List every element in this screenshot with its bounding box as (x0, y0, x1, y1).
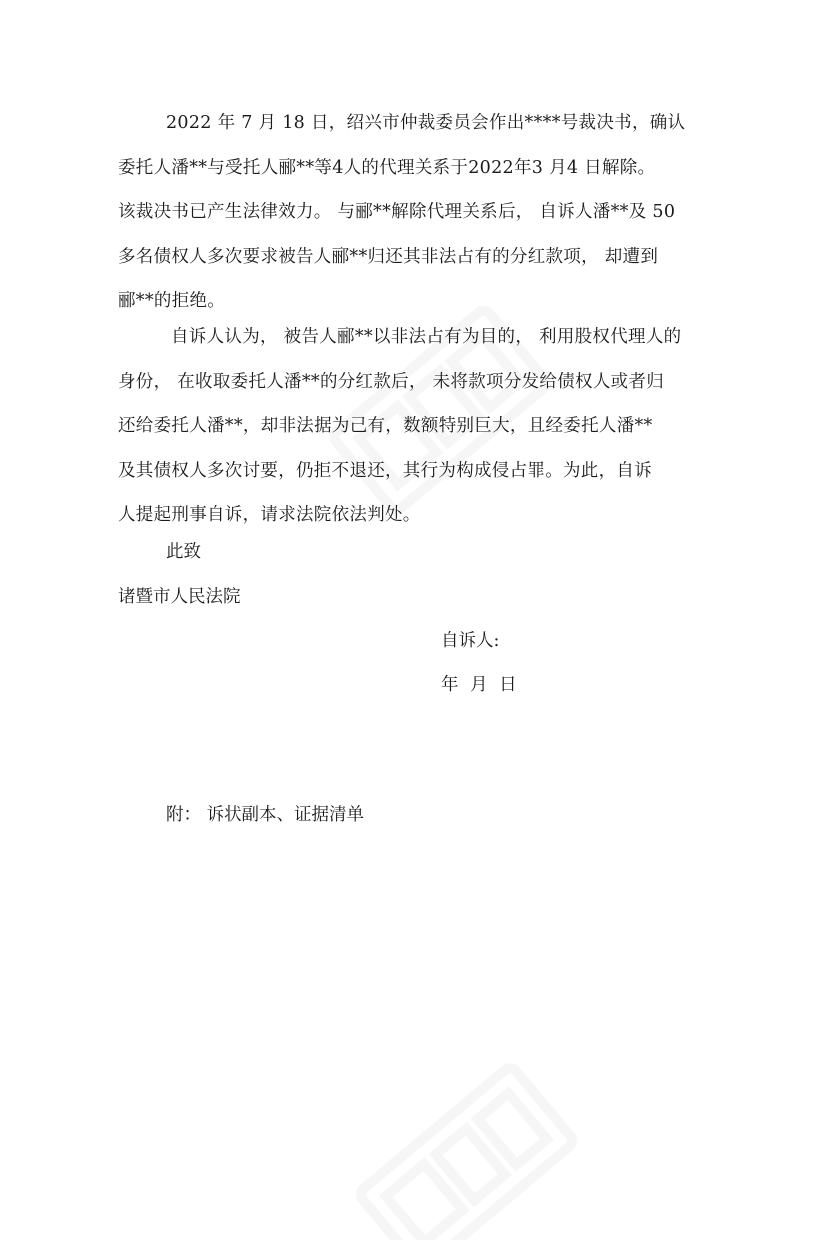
paragraph-arbitration (118, 101, 718, 324)
paragraph-line: 2022 年 7 月 18 日，绍兴市仲裁委员会作出****号裁决书，确认 (166, 113, 686, 133)
paragraph-line: 身份， 在收取委托人潘**的分红款后， 未将款项分发给债权人或者归 (118, 371, 665, 392)
signer-label: 自诉人: (441, 631, 500, 651)
court-name: 诸暨市人民法院 (118, 587, 241, 607)
paragraph-claim (118, 315, 718, 538)
attachment-note: 附： 诉状副本、证据清单 (166, 805, 365, 825)
paragraph-line: 多名债权人多次要求被告人郦**归还其非法占有的分红款项， 却遭到 (118, 246, 659, 267)
paragraph-line: 自诉人认为， 被告人郦**以非法占有为目的， 利用股权代理人的 (171, 327, 682, 347)
paragraph-line: 人提起刑事自诉，请求法院依法判处。 (118, 505, 421, 525)
paragraph-line: 委托人潘**与受托人郦**等4人的代理关系于2022年3 月4 日解除。 (118, 157, 656, 178)
watermark-logo-icon-bottom (330, 1040, 590, 1240)
date-line: 年 月 日 (441, 675, 517, 695)
closing-salutation: 此致 (166, 542, 201, 562)
paragraph-line: 还给委托人潘**，却非法据为己有，数额特别巨大，且经委托人潘** (118, 416, 653, 436)
paragraph-line: 郦**的拒绝。 (118, 291, 226, 311)
paragraph-line: 该裁决书已产生法律效力。 与郦**解除代理关系后， 自诉人潘**及 50 (118, 202, 676, 222)
paragraph-line: 及其债权人多次讨要，仍拒不退还，其行为构成侵占罪。为此，自诉 (118, 460, 652, 481)
